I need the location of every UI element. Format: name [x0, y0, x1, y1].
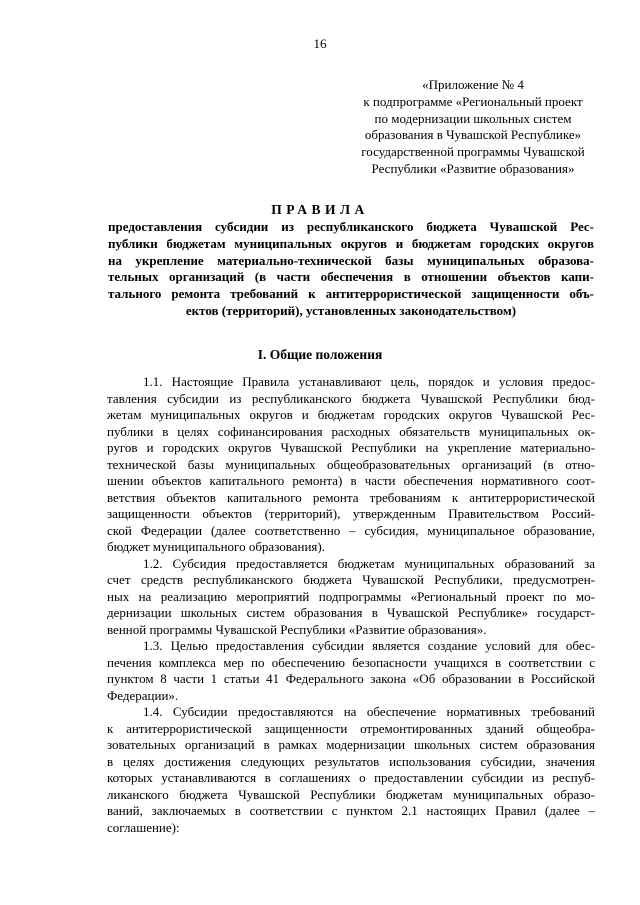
document-title: ПРАВИЛА — [271, 202, 369, 217]
body-line: зовательных организаций в рамках модернизации школьных систем образования — [107, 737, 595, 752]
body-line: к антитеррористической защищенности отремонтированных зданий общеобра- — [107, 720, 595, 736]
subtitle-line: публики бюджетам муниципальных округов и бюджетам городских округов — [108, 235, 594, 251]
body-line: счет средств республиканского бюджета Чувашской Республики, предусмотрен- — [107, 572, 595, 587]
appendix-line: «Приложение № 4 — [422, 77, 524, 92]
body-line: печения комплекса мер по обеспечению безопасности учащихся в соответствии с — [107, 654, 595, 670]
body-line: бюджет муниципального образования). — [107, 539, 325, 554]
body-line: дернизации школьных систем образования в Чувашской Республике» государст- — [107, 605, 595, 620]
page-number: 16 — [313, 36, 327, 51]
body-line: ваний, заключаемых в соответствии с пунктом 2.1 настоящих Правил (далее – — [107, 803, 595, 818]
body-line: ветствия объектов капитального ремонта требованиям к антитеррористической — [107, 489, 595, 505]
section-heading: I. Общие положения — [257, 347, 383, 362]
body-line: венной программы Чувашской Республики «Развитие образования». — [107, 621, 487, 637]
body-line: 1.1. Настоящие Правила устанавливают цель, порядок и условия предос- — [143, 374, 595, 389]
appendix-line: по модернизации школьных систем — [374, 110, 572, 126]
body-text — [107, 374, 595, 836]
body-line: тавления субсидии из республиканского бюджета Чувашской Республики бюд- — [107, 390, 595, 406]
body-line: в целях достижения следующих результатов использования субсидии, значения — [107, 753, 595, 769]
subtitle-line: ектов (территорий), установленных законодательством) — [185, 302, 517, 318]
subtitle-line: на укрепление материально-технической базы муниципальных образова- — [108, 252, 594, 268]
body-line: Федерации». — [107, 687, 179, 703]
body-line: 1.3. Целью предоставления субсидии является создание условий для обес- — [143, 638, 595, 653]
body-line: 1.4. Субсидии предоставляются на обеспечение нормативных требований — [143, 704, 595, 719]
body-line: защищенности объектов (территорий), утвержденным Правительством Россий- — [107, 506, 595, 521]
body-line: ных на реализацию мероприятий подпрограммы «Региональный проект по мо- — [107, 588, 595, 604]
appendix-line: к подпрограмме «Региональный проект — [363, 93, 583, 109]
body-line: технической базы муниципальных общеобразовательных организаций (в отно- — [107, 456, 595, 472]
body-line: ругов и городских округов Чувашской Республики на укрепление материально- — [107, 440, 595, 455]
body-line: жетам муниципальных округов и бюджетам городских округов Чувашской Рес- — [107, 407, 595, 422]
body-line: ской Федерации (далее соответственно – субсидия, муниципальное образование, — [107, 522, 595, 538]
body-line: которых устанавливаются в соглашениях о предоставлении субсидии из респуб- — [107, 770, 595, 785]
body-line: 1.2. Субсидия предоставляется бюджетам муниципальных образований за — [143, 555, 595, 571]
body-line: публики в целях софинансирования расходных обязательств муниципальных ок- — [107, 423, 595, 439]
body-line: пунктом 8 части 1 статьи 41 Федерального закона «Об образовании в Российской — [107, 671, 595, 686]
appendix-line: образования в Чувашской Республике» — [364, 127, 582, 143]
appendix-line: Республики «Развитие образования» — [371, 160, 575, 176]
subtitle-line: тального ремонта требований к антитеррористической защищенности объ- — [108, 286, 594, 302]
body-line: шении объектов капитального ремонта) в части обеспечения нормативного соот- — [107, 473, 595, 488]
appendix-line: государственной программы Чувашской — [361, 144, 585, 160]
appendix-block — [348, 77, 598, 178]
body-line: соглашение): — [107, 819, 180, 835]
document-subtitle — [108, 219, 594, 320]
body-line: ликанского бюджета Чувашской Республики бюджетам муниципальных образо- — [107, 786, 595, 802]
subtitle-line: тельных организаций (в части обеспечения в отношении объектов капи- — [108, 269, 594, 285]
subtitle-line: предоставления субсидии из республиканского бюджета Чувашской Рес- — [108, 219, 594, 234]
